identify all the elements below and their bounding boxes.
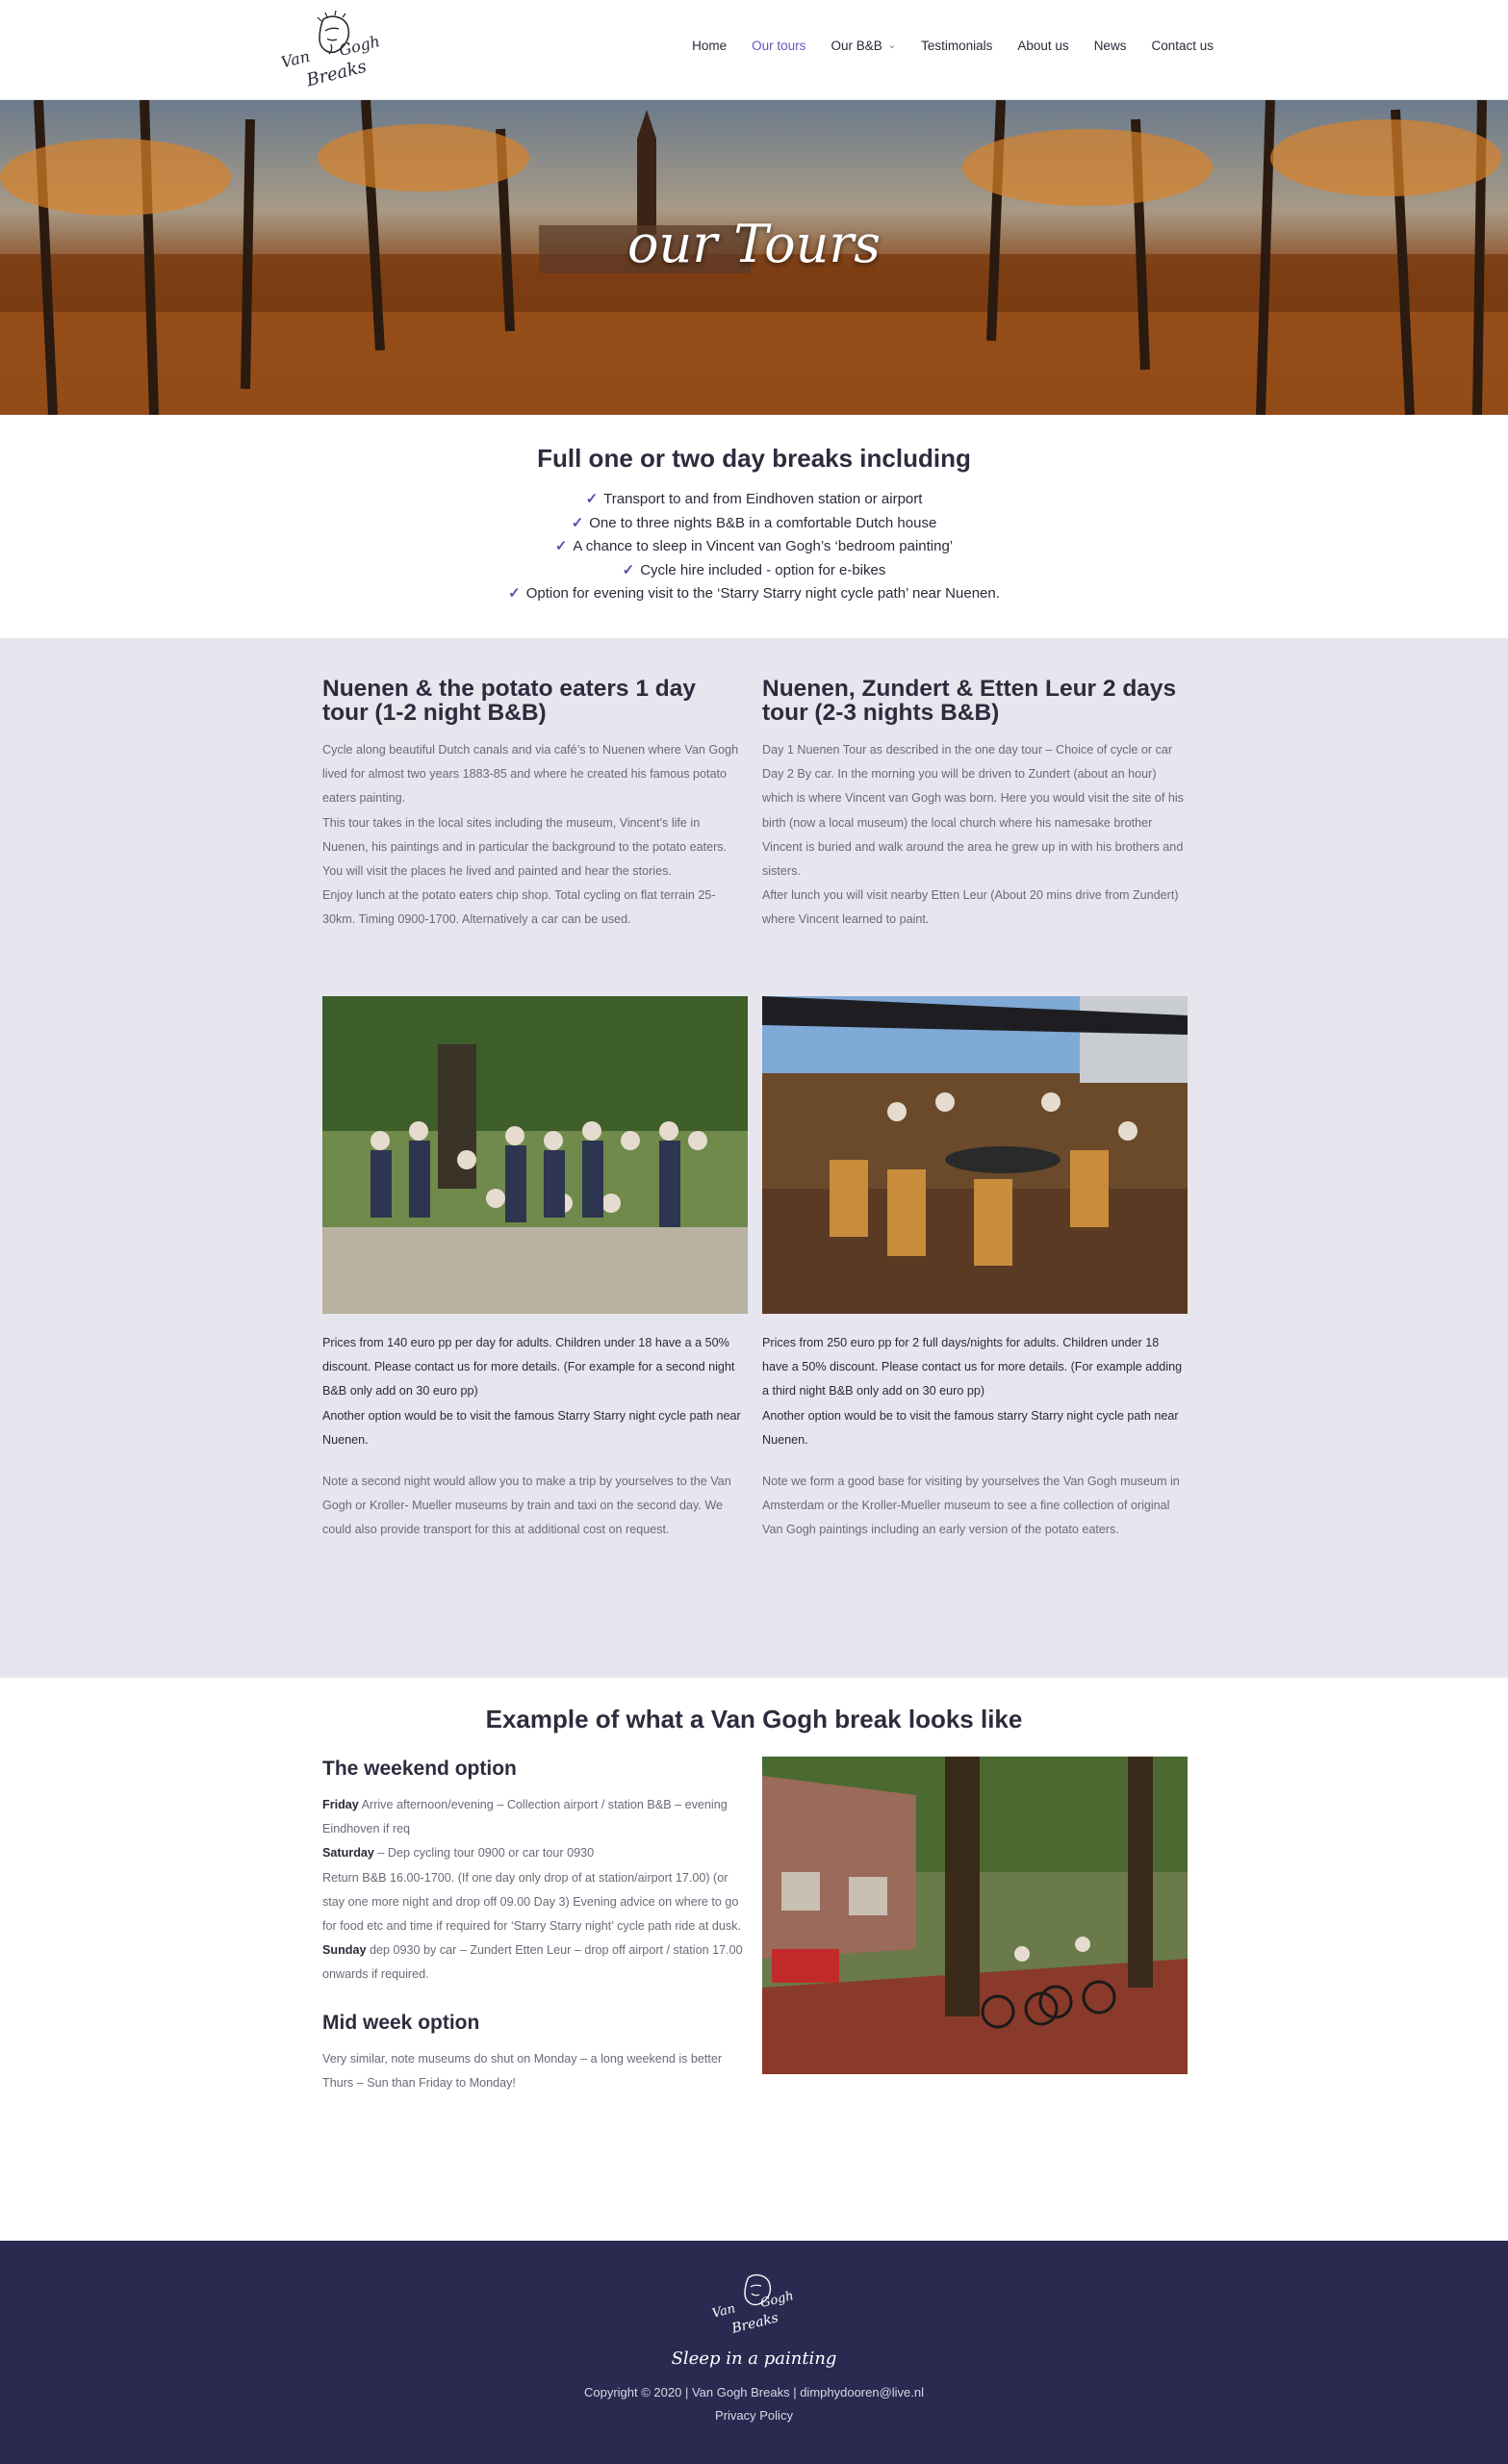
- nav-our-tours-label: Our tours: [752, 38, 806, 53]
- feature-text: Cycle hire included - option for e-bikes: [640, 561, 886, 578]
- desc-paragraph: Day 2 By car. In the morning you will be driven to Zundert (about an hour) which is where Vincent van Gogh was born. Here you would visit the site of his birth (now a local museum) the local church where his namesake brother Vincent is buried and walk around the area he grew up in with his brothers and sisters.: [762, 767, 1184, 879]
- desc-paragraph: Enjoy lunch at the potato eaters chip shop. Total cycling on flat terrain 25-30km. Timing 0900-1700. Alternatively a car can be used.: [322, 888, 716, 927]
- weekend-option-text: [322, 1793, 748, 1988]
- saturday-line: [322, 1841, 748, 1865]
- nav-contact-us[interactable]: [1151, 38, 1214, 53]
- footer-tagline: Sleep in a painting: [671, 2348, 837, 2369]
- logo-text-van: Van: [279, 46, 312, 72]
- list-item: [0, 559, 1508, 583]
- logo-text-gogh: Gogh: [337, 32, 382, 60]
- example-options: [322, 1755, 748, 2095]
- footer-copyright: Copyright © 2020 | Van Gogh Breaks | dimphydooren@live.nl: [583, 2385, 925, 2400]
- check-icon: ✓: [622, 561, 635, 578]
- group-statue-image: [322, 996, 748, 1314]
- midweek-option-text: Very similar, note museums do shut on Monday – a long weekend is better Thurs – Sun than Friday to Monday!: [322, 2051, 723, 2090]
- check-icon: ✓: [571, 514, 584, 531]
- intro-heading: Full one or two day breaks including: [537, 444, 971, 473]
- nav-about-us[interactable]: [1017, 38, 1068, 53]
- cafe-terrace-image: [762, 996, 1188, 1314]
- nav-contact-us-label: Contact us: [1151, 38, 1214, 53]
- saturday-more-text: Return B&B 16.00-1700. (If one day only drop of at station/airport 17.00) (or stay one more night and drop off 09.00 Day 3) Evening advice on where to go for food etc and time if required for ‘Starry Starry night’ cycle path ride at dusk.: [322, 1870, 741, 1934]
- tour-title: Nuenen & the potato eaters 1 day tour (1-2 night B&B): [322, 676, 697, 726]
- tour-note: Note a second night would allow you to make a trip by yourselves to the Van Gogh or Kroller- Mueller museums by train and taxi on the second day. We could also provide transport for this at additional cost on request.: [322, 1475, 731, 1537]
- desc-paragraph: Cycle along beautiful Dutch canals and via café’s to Nuenen where Van Gogh lived for almost two years 1883-85 and where he created his famous potato eaters painting.: [322, 743, 739, 806]
- tour-price: [762, 1331, 1188, 1452]
- footer-logo[interactable]: [710, 2270, 797, 2337]
- saturday-text: – Dep cycling tour 0900 or car tour 0930: [373, 1846, 595, 1861]
- check-icon: ✓: [508, 585, 521, 602]
- sunday-label: Sunday: [322, 1943, 367, 1958]
- nav-news-label: News: [1093, 38, 1127, 53]
- tour-price: [322, 1331, 748, 1452]
- site-logo[interactable]: [277, 10, 385, 90]
- tour-description: [322, 738, 748, 933]
- price-paragraph: Prices from 250 euro pp for 2 full days/nights for adults. Children under 18 have a 50% discount. Please contact us for more details. (For example adding a third night B&B only add on 30 euro pp): [762, 1336, 1183, 1399]
- nav-our-tours[interactable]: [752, 38, 805, 53]
- intro-section: [0, 415, 1508, 638]
- friday-line: [322, 1793, 748, 1841]
- nav-testimonials-label: Testimonials: [921, 38, 993, 53]
- check-icon: ✓: [554, 538, 568, 554]
- list-item: [0, 512, 1508, 536]
- nav-testimonials[interactable]: [921, 38, 992, 53]
- desc-paragraph: This tour takes in the local sites including the museum, Vincent’s life in Nuenen, his paintings and in particular the background to the potato eaters. You will visit the places he lived and painted and hear the stories.: [322, 815, 728, 879]
- footer-logo-breaks: Breaks: [729, 2310, 780, 2337]
- group-photo: [322, 996, 748, 1314]
- price-paragraph: Another option would be to visit the famous Starry Starry night cycle path near Nuenen.: [322, 1408, 741, 1447]
- friday-text: Arrive afternoon/evening – Collection airport / station B&B – evening Eindhoven if req: [322, 1798, 728, 1836]
- price-paragraph: Prices from 140 euro pp per day for adults. Children under 18 have a a 50% discount. Please contact us for more details. (For example for a second night B&B only add on 30 euro pp): [322, 1336, 735, 1399]
- check-icon: ✓: [585, 491, 599, 507]
- price-paragraph: Another option would be to visit the famous starry Starry night cycle path near Nuenen.: [762, 1408, 1179, 1447]
- midweek-option-title: Mid week option: [322, 2011, 480, 2034]
- main-nav: [692, 38, 1214, 53]
- feature-text: One to three nights B&B in a comfortable Dutch house: [589, 514, 937, 531]
- tour-title: Nuenen, Zundert & Etten Leur 2 days tour (2-3 nights B&B): [762, 676, 1177, 726]
- desc-paragraph: After lunch you will visit nearby Etten Leur (About 20 mins drive from Zundert) where Vincent learned to paint.: [762, 888, 1179, 927]
- nav-about-us-label: About us: [1017, 38, 1069, 53]
- features-list: [0, 488, 1508, 606]
- feature-text: Option for evening visit to the ‘Starry Starry night cycle path’ near Nuenen.: [525, 585, 1000, 602]
- sunday-text: dep 0930 by car – Zundert Etten Leur – drop off airport / station 17.00 onwards if required.: [322, 1943, 743, 1982]
- tour-description: [762, 738, 1188, 933]
- example-heading: Example of what a Van Gogh break looks like: [485, 1705, 1023, 1733]
- site-header: [0, 0, 1508, 100]
- page-title: our Tours: [627, 214, 881, 274]
- feature-text: Transport to and from Eindhoven station or airport: [603, 491, 923, 507]
- weekend-option-title: The weekend option: [322, 1758, 517, 1780]
- example-section: [0, 1678, 1508, 2241]
- privacy-policy-link[interactable]: Privacy Policy: [715, 2408, 793, 2423]
- nav-our-bnb[interactable]: [831, 38, 896, 53]
- logo-text-breaks: Breaks: [304, 56, 369, 91]
- feature-text: A chance to sleep in Vincent van Gogh’s ‘bedroom painting’: [573, 538, 954, 554]
- cafe-photo: [762, 996, 1188, 1314]
- nav-news[interactable]: [1094, 38, 1127, 53]
- footer-logo-van: Van: [710, 2301, 737, 2322]
- list-item: [0, 582, 1508, 606]
- list-item: [0, 488, 1508, 512]
- nav-home[interactable]: [692, 38, 727, 53]
- chevron-down-icon: ⌄: [887, 40, 897, 51]
- tours-section: [0, 638, 1508, 1678]
- cycling-photo: [762, 1757, 1188, 2074]
- desc-paragraph: Day 1 Nuenen Tour as described in the one day tour – Choice of cycle or car: [762, 743, 1173, 757]
- hero-banner: [0, 100, 1508, 415]
- friday-label: Friday: [322, 1798, 359, 1811]
- nav-home-label: Home: [692, 38, 728, 53]
- tour-note: Note we form a good base for visiting by yourselves the Van Gogh museum in Amsterdam or the Kroller-Mueller museum to see a fine collection of original Van Gogh paintings including an early version of the potato eaters.: [762, 1475, 1180, 1537]
- sunday-line: [322, 1938, 748, 1987]
- site-footer: [0, 2241, 1508, 2464]
- saturday-label: Saturday: [322, 1846, 374, 1861]
- cycling-street-image: [762, 1757, 1188, 2074]
- nav-our-bnb-label: Our B&B: [831, 38, 882, 53]
- list-item: [0, 535, 1508, 559]
- footer-logo-gogh: Gogh: [758, 2289, 796, 2311]
